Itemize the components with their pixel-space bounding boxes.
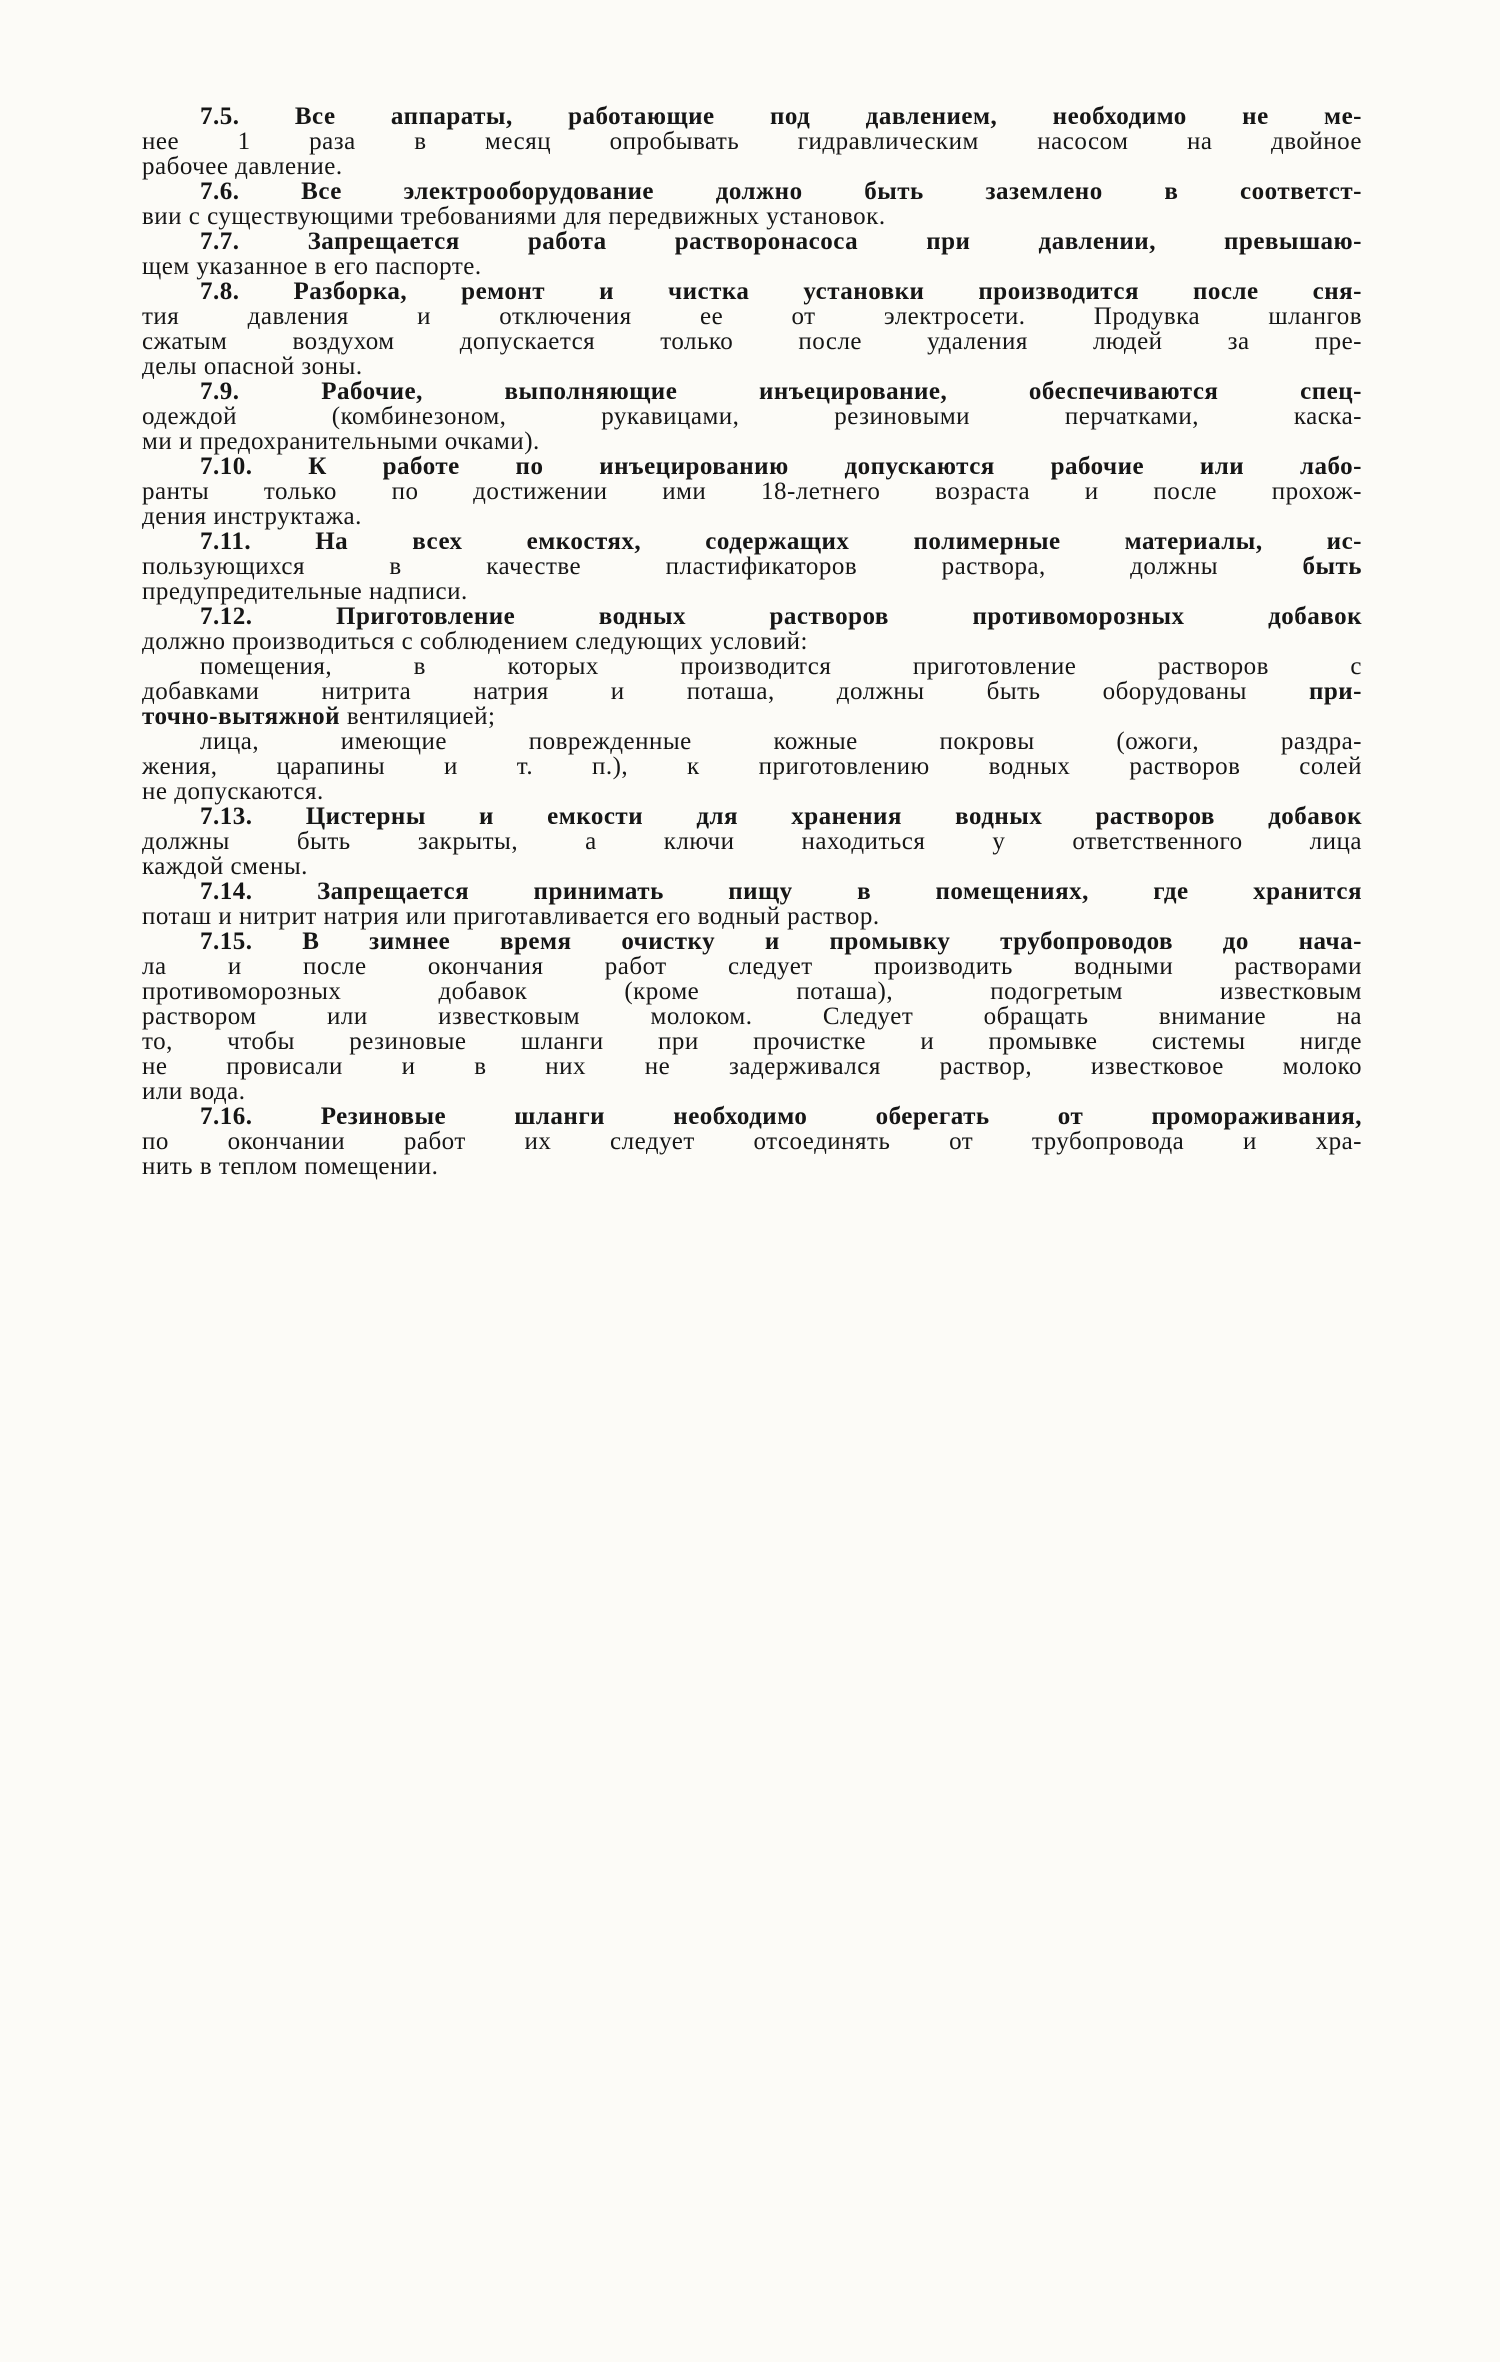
bold-text-segment: 7.6. Все электрооборудование должно быть заземлено в соответст- [200, 178, 1362, 205]
text-line [142, 579, 1362, 604]
text-segment: нее 1 раза в месяц опробывать гидравлическим насосом на двойное [142, 128, 1362, 155]
text-segment: пользующихся в качестве пластификаторов раствора, должны [142, 553, 1303, 580]
text-line [142, 729, 1362, 754]
para-7-7 [142, 229, 1362, 279]
text-segment: добавками нитрита натрия и поташа, должны быть оборудованы [142, 678, 1309, 705]
text-line [142, 954, 1362, 979]
text-line [142, 804, 1362, 829]
para-7-15 [142, 929, 1362, 1104]
text-segment: предупредительные надписи. [142, 578, 468, 605]
text-line [142, 154, 1362, 179]
bold-text-segment: 7.14. Запрещается принимать пищу в помещениях, где хранится [200, 878, 1362, 905]
text-line [142, 479, 1362, 504]
text-line [142, 679, 1362, 704]
text-segment: ранты только по достижении ими 18-летнего возраста и после прохож- [142, 478, 1362, 505]
text-line [142, 454, 1362, 479]
text-segment: должны быть закрыты, а ключи находиться у ответственного лица [142, 828, 1362, 855]
text-line [142, 179, 1362, 204]
text-segment: ми и предохранительными очками). [142, 428, 540, 455]
para-7-12-sub-1 [142, 654, 1362, 729]
text-line [142, 829, 1362, 854]
para-7-10 [142, 454, 1362, 529]
text-block [142, 104, 1362, 1179]
bold-text-segment: точно-вытяжной [142, 703, 341, 730]
text-line [142, 854, 1362, 879]
bold-text-segment: 7.9. Рабочие, выполняющие инъецирование, обеспечиваются спец- [200, 378, 1362, 405]
text-segment: не допускаются. [142, 778, 324, 805]
text-line [142, 104, 1362, 129]
text-segment: поташ и нитрит натрия или приготавливается его водный раствор. [142, 903, 880, 930]
para-7-14 [142, 879, 1362, 929]
text-line [142, 929, 1362, 954]
text-segment: по окончании работ их следует отсоединять от трубопровода и хра- [142, 1128, 1362, 1155]
para-7-5 [142, 104, 1362, 179]
bold-text-segment: 7.15. В зимнее время очистку и промывку трубопроводов до нача- [200, 928, 1362, 955]
text-line [142, 129, 1362, 154]
text-segment: жения, царапины и т. п.), к приготовлению водных растворов солей [142, 753, 1362, 780]
text-line [142, 1154, 1362, 1179]
bold-text-segment: 7.8. Разборка, ремонт и чистка установки производится после сня- [200, 278, 1362, 305]
bold-text-segment: 7.7. Запрещается работа растворонасоса при давлении, превышаю- [200, 228, 1362, 255]
text-segment: лица, имеющие поврежденные кожные покровы (ожоги, раздра- [200, 728, 1362, 755]
text-line [142, 1079, 1362, 1104]
text-segment: тия давления и отключения ее от электросети. Продувка шлангов [142, 303, 1362, 330]
text-segment: сжатым воздухом допускается только после удаления людей за пре- [142, 328, 1362, 355]
para-7-12-sub-2 [142, 729, 1362, 804]
text-line [142, 204, 1362, 229]
text-line [142, 754, 1362, 779]
para-7-16 [142, 1104, 1362, 1179]
bold-text-segment: 7.5. Все аппараты, работающие под давлением, необходимо не ме- [200, 103, 1362, 130]
text-line [142, 329, 1362, 354]
para-7-9 [142, 379, 1362, 454]
bold-text-segment: при- [1308, 678, 1362, 705]
text-segment: одеждой (комбинезоном, рукавицами, резиновыми перчатками, каска- [142, 403, 1362, 430]
text-line [142, 629, 1362, 654]
text-line [142, 779, 1362, 804]
text-segment: вентиляцией; [340, 703, 496, 730]
text-segment: нить в теплом помещении. [142, 1153, 439, 1180]
text-segment: раствором или известковым молоком. Следует обращать внимание на [142, 1003, 1362, 1030]
bold-text-segment: 7.13. Цистерны и емкости для хранения водных растворов добавок [200, 803, 1362, 830]
bold-text-segment: 7.12. Приготовление водных растворов противоморозных добавок [200, 603, 1362, 630]
text-line [142, 979, 1362, 1004]
text-segment: противоморозных добавок (кроме поташа), подогретым известковым [142, 978, 1362, 1005]
text-line [142, 404, 1362, 429]
text-line [142, 1104, 1362, 1129]
text-line [142, 529, 1362, 554]
para-7-12 [142, 604, 1362, 654]
text-line [142, 504, 1362, 529]
text-line [142, 904, 1362, 929]
text-segment: каждой смены. [142, 853, 308, 880]
text-segment: рабочее давление. [142, 153, 343, 180]
text-line [142, 654, 1362, 679]
text-segment: ла и после окончания работ следует производить водными растворами [142, 953, 1362, 980]
text-segment: дения инструктажа. [142, 503, 362, 530]
bold-text-segment: 7.10. К работе по инъецированию допускаются рабочие или лабо- [200, 453, 1362, 480]
text-line [142, 304, 1362, 329]
text-line [142, 1129, 1362, 1154]
text-line [142, 279, 1362, 304]
bold-text-segment: 7.11. На всех емкостях, содержащих полимерные материалы, ис- [200, 528, 1362, 555]
text-line [142, 379, 1362, 404]
bold-text-segment: 7.16. Резиновые шланги необходимо оберегать от промораживания, [200, 1103, 1362, 1130]
text-line [142, 354, 1362, 379]
text-segment: или вода. [142, 1078, 246, 1105]
bold-text-segment: быть [1302, 553, 1362, 580]
para-7-11 [142, 529, 1362, 604]
para-7-13 [142, 804, 1362, 879]
text-segment: вии с существующими требованиями для передвижных установок. [142, 203, 886, 230]
para-7-6 [142, 179, 1362, 229]
text-line [142, 879, 1362, 904]
text-line [142, 1054, 1362, 1079]
text-segment: помещения, в которых производится приготовление растворов с [200, 653, 1362, 680]
text-segment: то, чтобы резиновые шланги при прочистке и промывке системы нигде [142, 1028, 1362, 1055]
text-segment: не провисали и в них не задерживался раствор, известковое молоко [142, 1053, 1362, 1080]
text-segment: щем указанное в его паспорте. [142, 253, 482, 280]
para-7-8 [142, 279, 1362, 379]
text-line [142, 704, 1362, 729]
text-line [142, 254, 1362, 279]
text-segment: делы опасной зоны. [142, 353, 363, 380]
text-line [142, 1004, 1362, 1029]
text-line [142, 554, 1362, 579]
text-line [142, 429, 1362, 454]
text-line [142, 604, 1362, 629]
text-line [142, 229, 1362, 254]
text-line [142, 1029, 1362, 1054]
text-segment: должно производиться с соблюдением следующих условий: [142, 628, 808, 655]
